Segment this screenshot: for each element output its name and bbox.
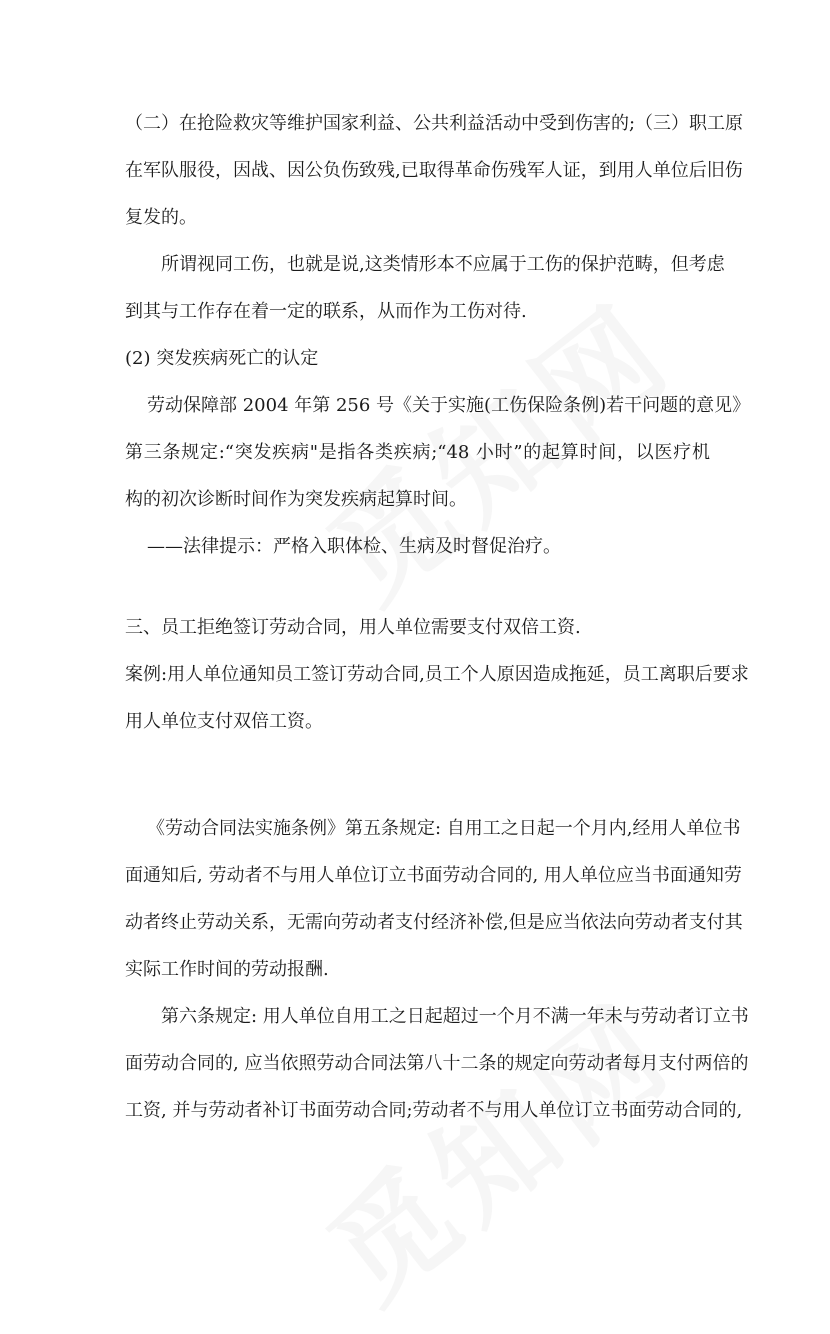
text-line: 案例:用人单位通知员工签订劳动合同,员工个人原因造成拖延，员工离职后要求 xyxy=(125,664,749,685)
text-line: 工资, 并与劳动者补订书面劳动合同;劳动者不与用人单位订立书面劳动合同的, xyxy=(125,1100,743,1121)
text-line: 面劳动合同的, 应当依照劳动合同法第八十二条的规定向劳动者每月支付两倍的 xyxy=(125,1053,749,1074)
paragraph xyxy=(125,382,751,523)
text-line: 第三条规定:“突发疾病"是指各类疾病;“48 小时”的起算时间，以医疗机 xyxy=(125,442,710,463)
text-line: 面通知后, 劳动者不与用人单位订立书面劳动合同的, 用人单位应当书面通知劳 xyxy=(125,865,742,886)
text-line: 第六条规定: 用人单位自用工之日起超过一个月不满一年未与劳动者订立书 xyxy=(161,1006,749,1027)
text-line: （二）在抢险救灾等维护国家利益、公共利益活动中受到伤害的;（三）职工原 xyxy=(125,113,744,134)
text-line: 所谓视同工伤，也就是说,这类情形本不应属于工伤的保护范畴，但考虑 xyxy=(161,254,725,275)
text-line: 实际工作时间的劳动报酬. xyxy=(125,959,329,980)
paragraph xyxy=(125,241,725,335)
text-line: 《劳动合同法实施条例》第五条规定: 自用工之日起一个月内,经用人单位书 xyxy=(147,818,741,839)
paragraph xyxy=(125,100,744,241)
paragraph xyxy=(125,805,743,993)
text-line: 用人单位支付双倍工资。 xyxy=(125,711,323,732)
paragraph xyxy=(125,993,749,1134)
text-line: 动者终止劳动关系，无需向劳动者支付经济补偿,但是应当依法向劳动者支付其 xyxy=(125,912,743,933)
legal-tip: ——法律提示：严格入职体检、生病及时督促治疗。 xyxy=(147,536,561,557)
text-line: 在军队服役，因战、因公负伤致残,已取得革命伤残军人证，到用人单位后旧伤 xyxy=(125,160,743,181)
paragraph xyxy=(125,651,749,745)
document-body xyxy=(125,100,751,1134)
section-heading: 三、员工拒绝签订劳动合同，用人单位需要支付双倍工资. xyxy=(125,617,581,638)
text-line: 劳动保障部 2004 年第 256 号《关于实施(工伤保险条例)若干问题的意见》 xyxy=(147,395,751,416)
text-line: 到其与工作存在着一定的联系，从而作为工伤对待. xyxy=(125,301,527,322)
section-heading: (2) 突发疾病死亡的认定 xyxy=(125,348,319,369)
text-line: 构的初次诊断时间作为突发疾病起算时间。 xyxy=(125,489,467,510)
text-line: 复发的。 xyxy=(125,207,197,228)
